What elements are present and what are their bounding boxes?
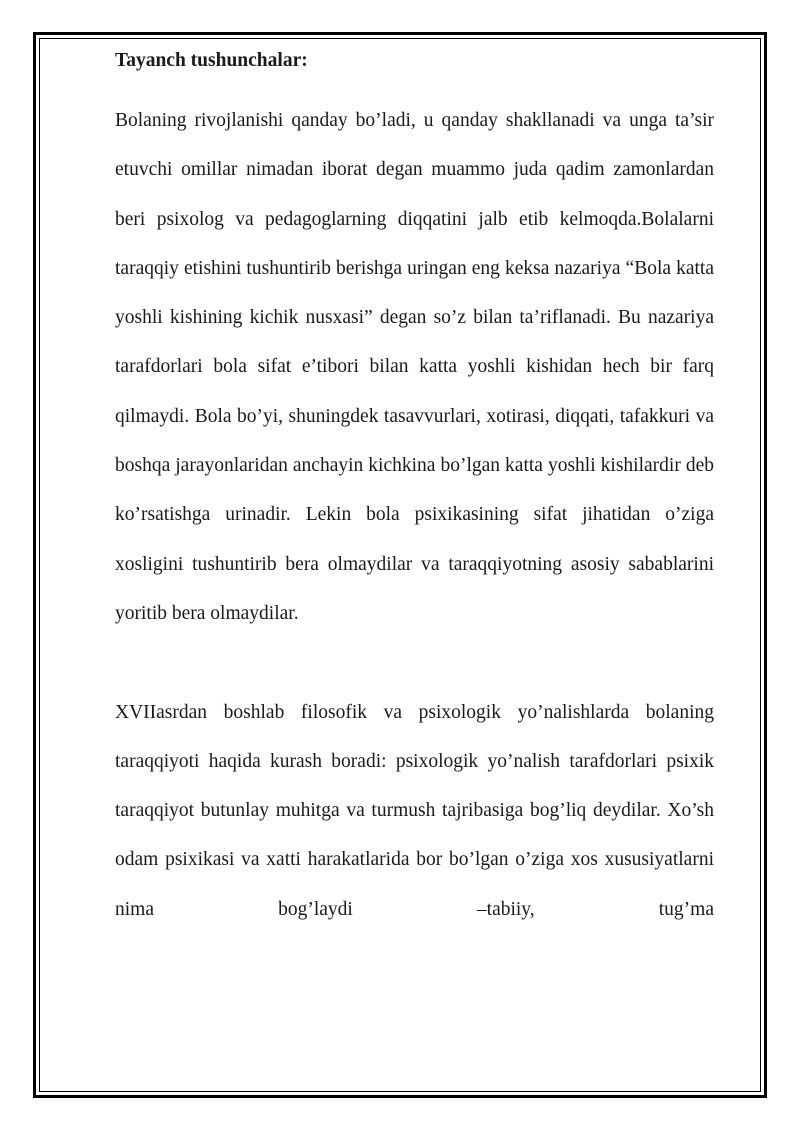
document-body	[115, 44, 714, 934]
paragraph-spacer	[115, 638, 714, 687]
section-heading: Tayanch tushunchalar:	[115, 50, 308, 71]
paragraph-1: Bolaning rivojlanishi qanday bo’ladi, u qanday shakllanadi va unga ta’sir etuvchi omillar nimadan iborat degan muammo juda qadim zamonlardan beri psixolog va pedagoglarning diqqatini jalb etib kelmoqda.Bolalarni taraqqiy etishini tushuntirib berishga uringan eng keksa nazariya “Bola katta yoshli kishining kichik nusxasi” degan so’z bilan ta’riflanadi. Bu nazariya tarafdorlari bola sifat e’tibori bilan katta yoshli kishidan hech bir farq qilmaydi. Bola bo’yi, shuningdek tasavvurlari, xotirasi, diqqati, tafakkuri va boshqa jarayonlaridan anchayin kichkina bo’lgan katta yoshli kishilardir deb ko’rsatishga urinadir. Lekin bola psixikasining sifat jihatidan o’ziga xosligini tushuntirib bera olmaydilar va taraqqiyotning asosiy sabablarini yoritib bera olmaydilar.	[115, 110, 714, 624]
paragraph-2: XVIIasrdan boshlab filosofik va psixologik yo’nalishlarda bolaning taraqqiyoti haqida kurash boradi: psixologik yo’nalish tarafdorlari psixik taraqqiyot butunlay muhitga va turmush tajribasiga bog’liq deydilar. Xo’sh odam psixikasi va xatti harakatlarida bor bo’lgan o’ziga xos xususiyatlarni nima bog’laydi –tabiiy, tug’ma	[115, 701, 714, 920]
